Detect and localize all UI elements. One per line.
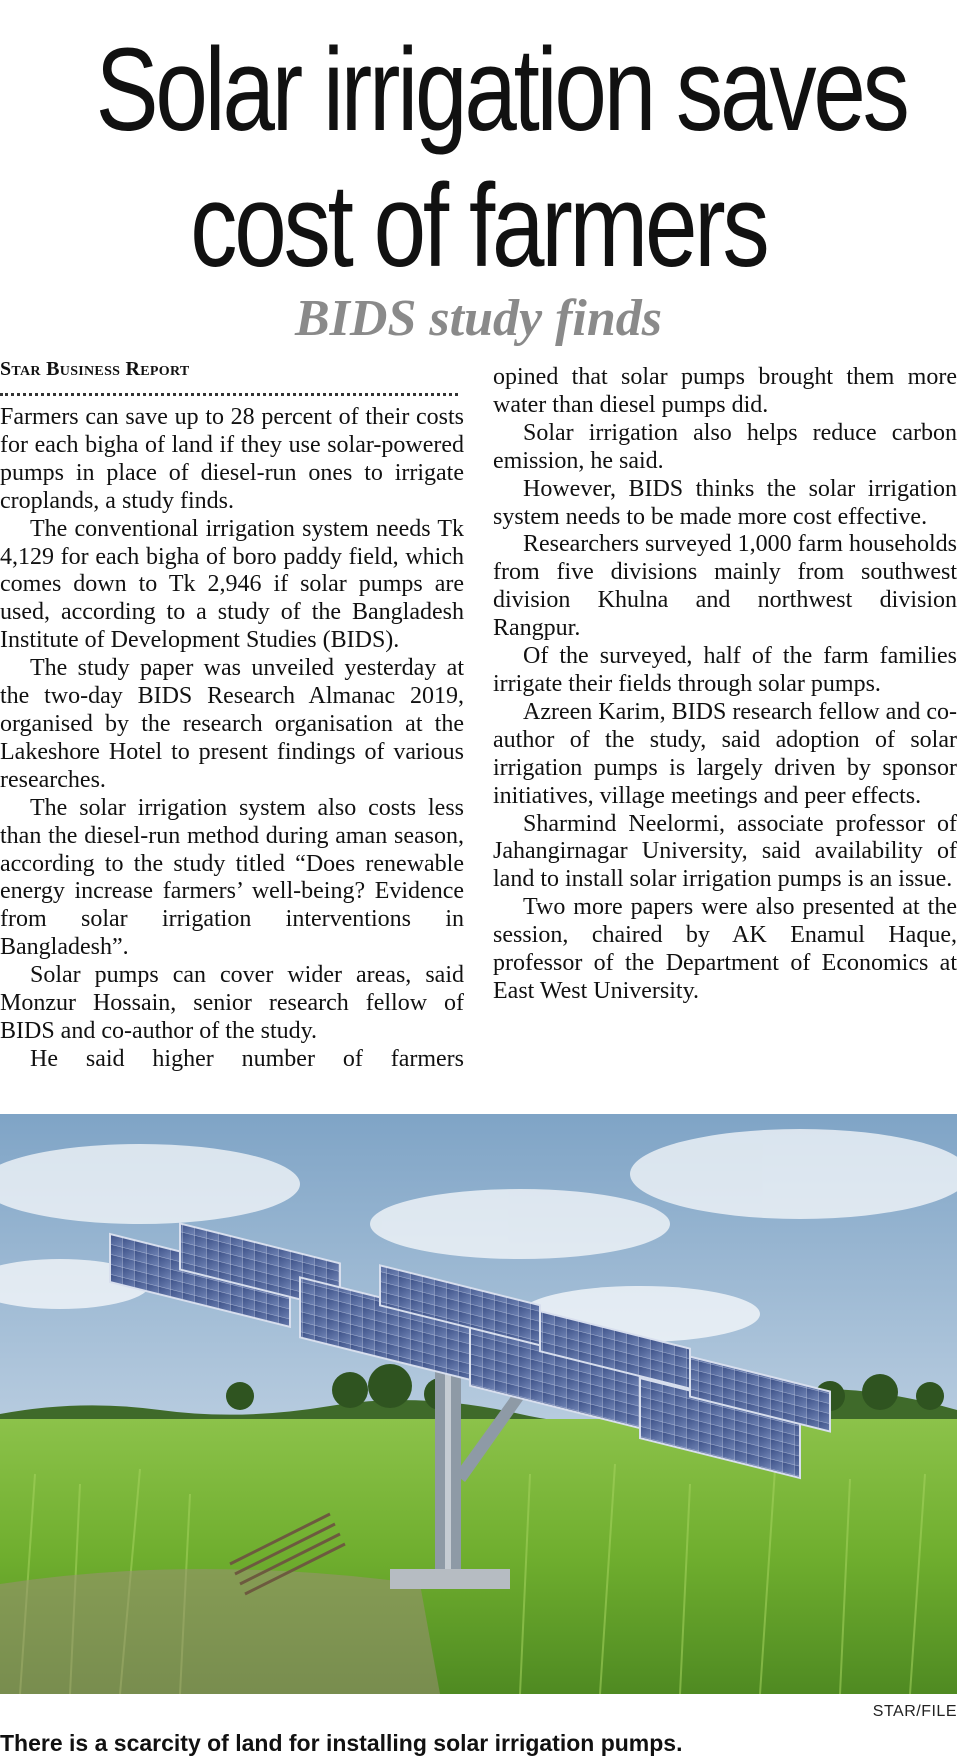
paragraph: Solar pumps can cover wider areas, said Monzur Hossain, senior research fellow of BIDS and co-author of the study. <box>0 962 464 1044</box>
paragraph: The study paper was unveiled yesterday at the two-day BIDS Research Almanac 2019, organised by the research organisation at the Lakeshore Hotel to present findings of various researches. <box>0 655 464 793</box>
headline-line-1: Solar irrigation saves <box>95 24 907 156</box>
paragraph: The solar irrigation system also costs less than the diesel-run method during aman season, according to the study titled “Does renewable energy increase farmers’ well-being? Evidence from solar irrigation interventions in Bangladesh”. <box>0 794 464 961</box>
paragraph: Two more papers were also presented at the session, chaired by AK Enamul Haque, professor of the Department of Economics at East West University. <box>493 894 957 1004</box>
article-column-left <box>0 404 464 1074</box>
photo-caption: There is a scarcity of land for installing solar irrigation pumps. <box>0 1730 683 1756</box>
paragraph: Azreen Karim, BIDS research fellow and co-author of the study, said adoption of solar irrigation pumps is largely driven by sponsor initiatives, village meetings and peer effects. <box>493 698 957 809</box>
kicker-subheadline: BIDS study finds <box>295 290 662 347</box>
byline: Star Business Report <box>0 358 190 380</box>
byline-divider <box>0 393 458 396</box>
paragraph: However, BIDS thinks the solar irrigation system needs to be made more cost effective. <box>493 475 957 530</box>
article-column-right <box>493 364 957 1006</box>
paragraph-continuation: opined that solar pumps brought them more water than diesel pumps did. <box>493 364 957 418</box>
headline-line-2: cost of farmers <box>190 160 767 292</box>
paragraph: The conventional irrigation system needs Tk 4,129 for each bigha of boro paddy field, which comes down to Tk 2,946 if solar pumps are used, according to a study of the Bangladesh Institute of Development Studies (BIDS). <box>0 515 464 654</box>
paragraph: Solar irrigation also helps reduce carbon emission, he said. <box>493 419 957 474</box>
headline <box>95 22 907 294</box>
photo-credit: STAR/FILE <box>872 1703 957 1720</box>
paragraph: Of the surveyed, half of the farm families irrigate their fields through solar pumps. <box>493 643 957 697</box>
paragraph: He said higher number of farmers <box>30 1045 464 1072</box>
paragraph: Farmers can save up to 28 percent of their costs for each bigha of land if they use solar-powered pumps in place of diesel-run ones to irrigate croplands, a study finds. <box>0 404 464 514</box>
paragraph: Researchers surveyed 1,000 farm households from five divisions mainly from southwest division Khulna and northwest division Rangpur. <box>493 531 957 642</box>
solar-pump-photo <box>0 1114 957 1694</box>
paragraph: Sharmind Neelormi, associate professor of Jahangirnagar University, said availability of land to install solar irrigation pumps is an issue. <box>493 810 957 893</box>
